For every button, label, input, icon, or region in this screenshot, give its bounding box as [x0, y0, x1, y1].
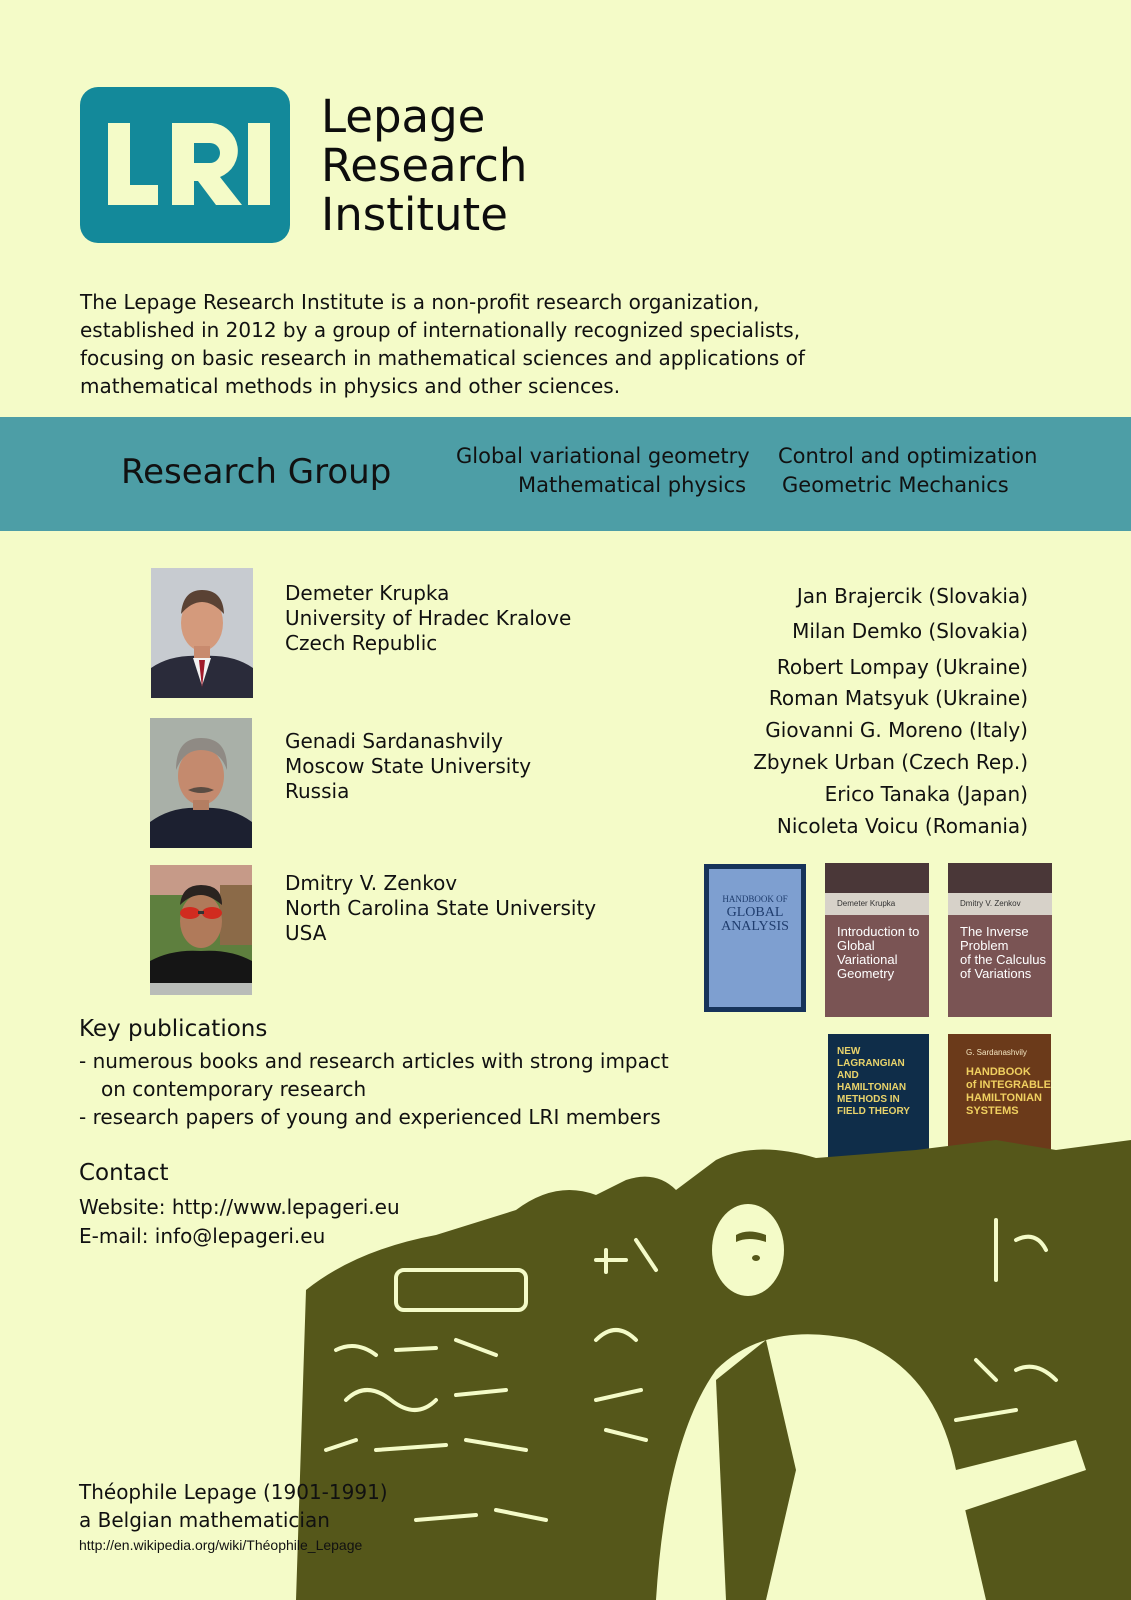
topic-mathematical-physics: Mathematical physics: [518, 473, 747, 497]
book-title-line: of INTEGRABLE: [966, 1079, 1051, 1091]
book-title-line: The Inverse: [960, 924, 1029, 939]
intro-line: focusing on basic research in mathematical sciences and applications of: [80, 346, 805, 370]
book-author: G. Sardanashvily: [966, 1048, 1027, 1057]
member-item: Jan Brajercik (Slovakia): [796, 584, 1028, 608]
website-link[interactable]: Website: http://www.lepageri.eu: [79, 1195, 400, 1219]
key-publications-heading: Key publications: [79, 1016, 268, 1042]
book-title-line: Introduction to: [837, 924, 920, 939]
book-title-line: HANDBOOK OF: [722, 894, 788, 904]
book-title-line: AND HAMILTONIAN: [837, 1070, 907, 1093]
lepage-caption-name: Théophile Lepage (1901-1991): [79, 1480, 388, 1504]
book-author: Demeter Krupka: [837, 899, 896, 908]
member-item: Giovanni G. Moreno (Italy): [765, 718, 1028, 742]
book-title-line: METHODS IN: [837, 1094, 900, 1105]
book-title-line: HAMILTONIAN: [966, 1092, 1042, 1104]
book-title-line: SYSTEMS: [966, 1105, 1019, 1117]
research-group-title: Research Group: [121, 452, 392, 492]
member-item: Robert Lompay (Ukraine): [776, 655, 1028, 679]
member-item: Nicoleta Voicu (Romania): [776, 814, 1028, 838]
book-title-line: NEW LAGRANGIAN: [837, 1046, 905, 1069]
book-handbook-global-analysis: [704, 864, 806, 1012]
book-title-line: ANALYSIS: [721, 919, 789, 934]
lepage-blackboard-drawing: [296, 1140, 1131, 1600]
lri-logo-mark: [80, 87, 290, 243]
topic-control-optimization: Control and optimization: [778, 444, 1038, 468]
person-genadi-sardanashvily: [285, 729, 531, 804]
email-link[interactable]: E-mail: info@lepageri.eu: [79, 1224, 326, 1248]
person-name: Demeter Krupka: [285, 581, 450, 605]
intro-line: established in 2012 by a group of internationally recognized specialists,: [80, 318, 801, 342]
person-country: Czech Republic: [285, 631, 438, 655]
book-author: Dmitry V. Zenkov: [960, 899, 1021, 908]
intro-line: mathematical methods in physics and other sciences.: [80, 374, 621, 398]
person-name: Dmitry V. Zenkov: [285, 871, 458, 895]
book-title-line: of the Calculus: [960, 952, 1046, 967]
person-affiliation: Moscow State University: [285, 754, 532, 778]
book-title-line: Global Variational: [837, 938, 898, 967]
institute-name-line-3: Institute: [321, 188, 508, 241]
member-item: Milan Demko (Slovakia): [792, 619, 1028, 643]
person-name: Genadi Sardanashvily: [285, 729, 503, 753]
publication-line: - research papers of young and experienced LRI members: [79, 1105, 661, 1129]
book-title-line: GLOBAL: [726, 905, 784, 920]
institute-name-line-2: Research: [321, 139, 528, 192]
lepage-wikipedia-link[interactable]: http://en.wikipedia.org/wiki/Théophile_Lepage: [79, 1537, 363, 1553]
topic-geometric-mechanics: Geometric Mechanics: [782, 473, 1009, 497]
person-dmitry-zenkov: [285, 871, 596, 946]
photo-genadi-sardanashvily: [150, 718, 252, 848]
member-item: Erico Tanaka (Japan): [824, 782, 1028, 806]
topic-global-variational-geometry: Global variational geometry: [456, 444, 750, 468]
book-title-line: FIELD THEORY: [837, 1106, 910, 1117]
book-introduction-global-variational-geometry: [825, 863, 929, 1017]
person-country: USA: [285, 921, 327, 945]
book-title-line: Geometry: [837, 966, 895, 981]
lri-logo: [80, 87, 290, 243]
member-item: Zbynek Urban (Czech Rep.): [753, 750, 1028, 774]
person-country: Russia: [285, 779, 350, 803]
book-title-line: Problem: [960, 938, 1009, 953]
intro-paragraph: [80, 288, 900, 400]
book-title-line: HANDBOOK: [966, 1066, 1031, 1078]
institute-name: [321, 92, 527, 239]
book-inverse-problem-calculus-variations: [948, 863, 1052, 1017]
photo-dmitry-zenkov: [150, 865, 252, 995]
publication-line: on contemporary research: [101, 1077, 367, 1101]
intro-line: The Lepage Research Institute is a non-profit research organization,: [80, 290, 760, 314]
person-affiliation: North Carolina State University: [285, 896, 597, 920]
institute-name-line-1: Lepage: [321, 90, 486, 143]
book-title-line: of Variations: [960, 966, 1032, 981]
photo-demeter-krupka: [151, 568, 253, 698]
lepage-caption-description: a Belgian mathematician: [79, 1508, 330, 1532]
publication-line: - numerous books and research articles with strong impact: [79, 1049, 669, 1073]
contact-heading: Contact: [79, 1160, 169, 1186]
person-demeter-krupka: [285, 581, 571, 656]
member-item: Roman Matsyuk (Ukraine): [768, 686, 1028, 710]
person-affiliation: University of Hradec Kralove: [285, 606, 572, 630]
